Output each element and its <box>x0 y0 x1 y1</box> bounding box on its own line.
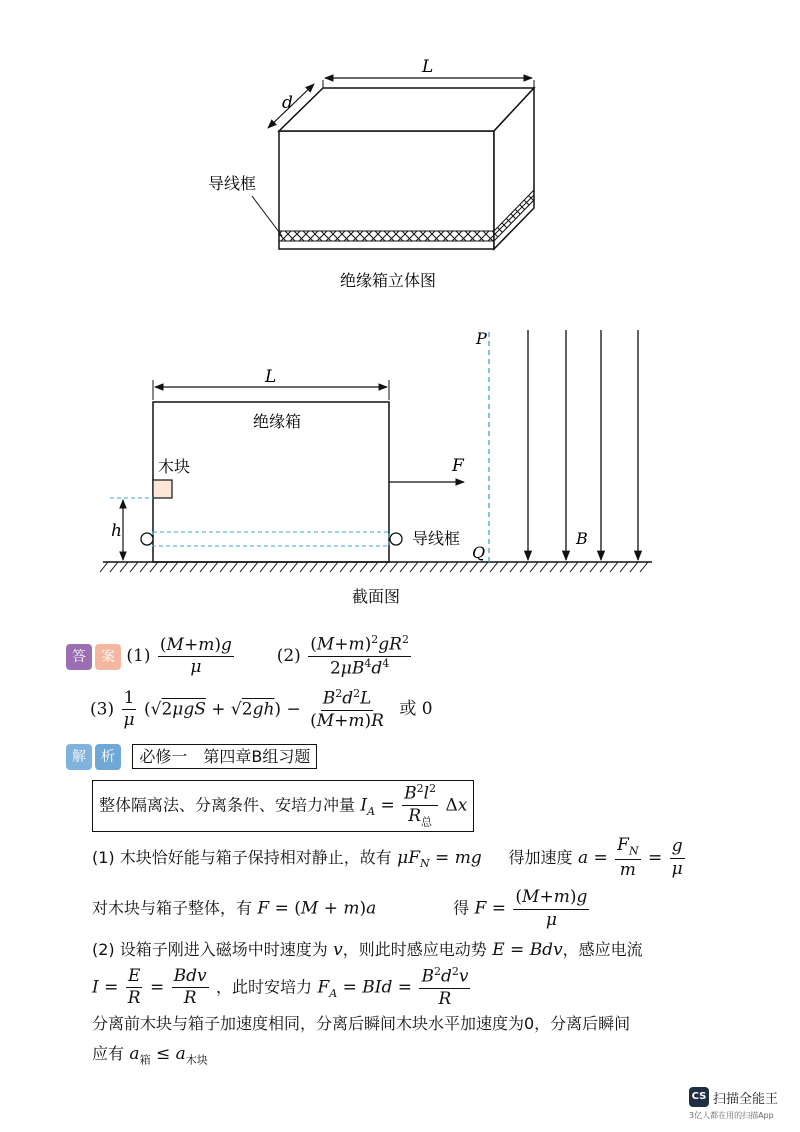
analysis-line-4: I = $\frac{E}{R}$ = $\frac{\text{Bdv}}{R}$ ，此时安培力 $F_A$ = BId = $\frac{B^2d^2v}{R}$ <box>92 965 469 1010</box>
label-B: B <box>576 529 588 548</box>
wire-frame-dashed <box>153 532 389 546</box>
watermark-name: 扫描全能王 <box>713 1091 779 1107</box>
label-box: 绝缘箱 <box>253 412 302 431</box>
analysis-header <box>66 744 317 770</box>
caption-section: 截面图 <box>352 587 401 606</box>
answer-2-formula: $\frac{(M+m)^2gR^2}{2\mu B^4d^4}$ <box>310 633 409 679</box>
label-L: L <box>422 57 434 77</box>
ground-hatch <box>100 562 648 572</box>
cs-logo-icon: CS <box>689 1087 709 1107</box>
box-3d-diagram <box>0 0 800 300</box>
label-wire-frame-section: 导线框 <box>412 529 461 548</box>
wood-block <box>153 480 172 498</box>
analysis-line-6: 应有 $a_箱 \le a_{木块}$ <box>92 1044 208 1067</box>
answer-1-formula: $\frac{(M+m)g}{\mu}$ <box>159 634 232 678</box>
wire-right-circle <box>390 533 402 545</box>
section-diagram <box>0 310 800 610</box>
analysis-tag: 解 析 <box>66 744 121 770</box>
wire-frame-band-front <box>279 231 494 241</box>
watermark-tagline: 3亿人都在用的扫描App <box>689 1111 774 1120</box>
answer-3-formula: $\frac{B^2d^2L}{(M+m)R}$ <box>310 687 384 732</box>
answer-row-1: 答 案 (1) $\frac{(M+m)g}{\mu}$ (2) $\frac{(M+m)^2gR^2}{2\mu B^4d^4}$ <box>66 634 413 679</box>
analysis-line-3: (2) 设箱子刚进入磁场中时速度为 v，则此时感应电动势 E = Bdv，感应电流 <box>92 940 643 960</box>
answer-row-2: (3) $\frac{1}{\mu}$ (√2μgS + √2gh) − $\frac{B^2d^2L}{(M+m)R}$ 或 0 <box>90 687 433 732</box>
label-F: F <box>452 456 464 476</box>
analysis-source: 必修一 第四章B组习题 <box>132 744 317 769</box>
analysis-line-2: 对木块与箱子整体，有 F = (M + m)a 得 F = $\frac{(M+m)g}{\mu}$ <box>92 887 588 930</box>
label-L-2: L <box>265 367 277 387</box>
label-Q: Q <box>472 543 486 562</box>
label-d: d <box>282 93 293 113</box>
wire-left-circle <box>141 533 153 545</box>
box-top-face <box>279 88 534 131</box>
label-h: h <box>111 521 122 541</box>
label-block: 木块 <box>158 457 191 476</box>
label-wire-frame-3d: 导线框 <box>208 174 257 193</box>
scanner-watermark <box>689 1087 799 1121</box>
keypoints-box: 整体隔离法、分离条件、安培力冲量 $I_A$ = $\frac{B^2l^2}{R_总}$ Δx <box>92 780 474 832</box>
analysis-line-5: 分离前木块与箱子加速度相同，分离后瞬间木块水平加速度为0，分离后瞬间 <box>92 1014 631 1033</box>
label-P: P <box>476 329 487 348</box>
answer-tag: 答 案 <box>66 644 121 670</box>
caption-3d: 绝缘箱立体图 <box>340 271 437 290</box>
analysis-line-1: (1) 木块恰好能与箱子保持相对静止，故有 $\mu F_N$ = mg 得加速度 a = $\frac{F_N}{m}$ = $\frac{g}{\mu}$ <box>92 835 683 881</box>
